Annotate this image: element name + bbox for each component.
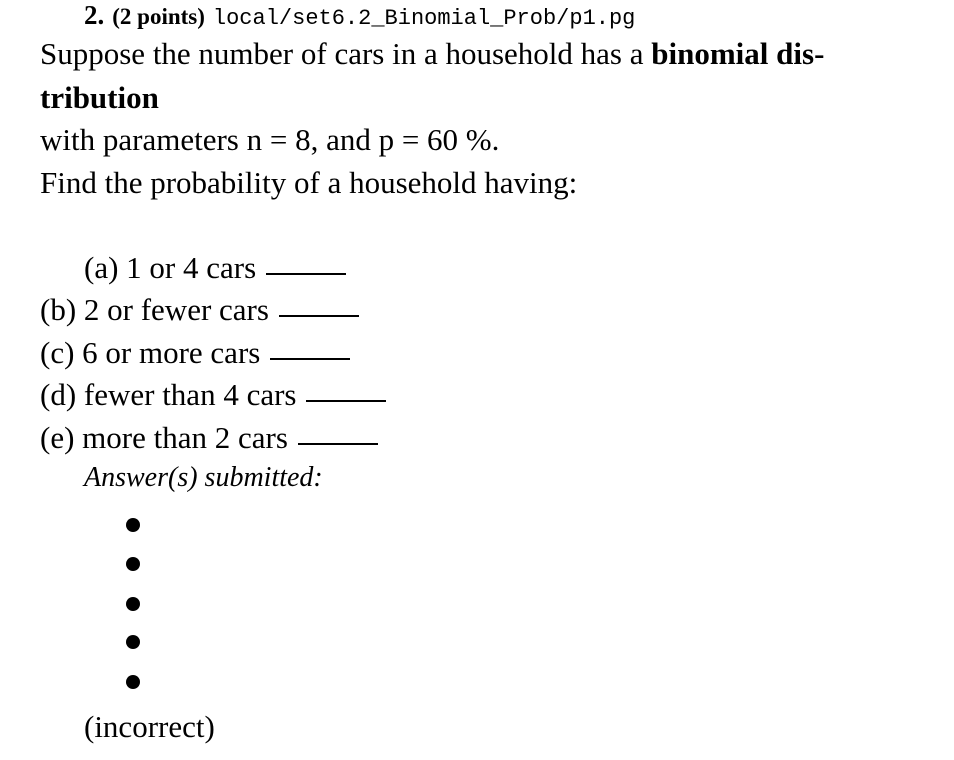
part-d-label: (d) fewer than 4 cars (40, 377, 297, 412)
part-a-answer-blank[interactable] (266, 273, 346, 275)
points-label: (2 points) (112, 4, 205, 29)
part-e-answer-blank[interactable] (298, 443, 378, 445)
submitted-answer-bullet-5 (126, 675, 140, 689)
binomial-distribution-term: binomial dis- (651, 36, 825, 71)
grading-status: (incorrect) (84, 709, 215, 744)
part-d (40, 375, 386, 415)
part-d-answer-blank[interactable] (306, 400, 386, 402)
part-e-label: (e) more than 2 cars (40, 420, 288, 455)
submitted-answer-bullet-4 (126, 635, 140, 649)
part-b-label: (b) 2 or fewer cars (40, 292, 269, 327)
part-b (40, 290, 359, 330)
part-c (40, 333, 350, 373)
part-c-label: (c) 6 or more cars (40, 335, 261, 370)
binomial-distribution-term-end: tribution (40, 80, 159, 115)
problem-number: 2. (84, 0, 105, 30)
answers-submitted-label: Answer(s) submitted: (84, 462, 323, 493)
part-e (40, 418, 378, 458)
instruction-line: Find the probability of a household having: (40, 165, 578, 200)
part-c-answer-blank[interactable] (270, 358, 350, 360)
part-a-label: (a) 1 or 4 cars (84, 250, 257, 285)
submitted-answer-bullet-2 (126, 557, 140, 571)
question-text: Suppose the number of cars in a household has a (40, 36, 652, 71)
submitted-answer-bullet-3 (126, 597, 140, 611)
part-a (84, 248, 346, 288)
parameters-line: with parameters n = 8, and p = 60 %. (40, 122, 500, 157)
question-line-1 (40, 34, 824, 74)
file-path: local/set6.2_Binomial_Prob/p1.pg (212, 6, 636, 31)
submitted-answer-bullet-1 (126, 518, 140, 532)
part-b-answer-blank[interactable] (279, 315, 359, 317)
question-line-2 (40, 78, 159, 118)
problem-header (84, 0, 635, 30)
